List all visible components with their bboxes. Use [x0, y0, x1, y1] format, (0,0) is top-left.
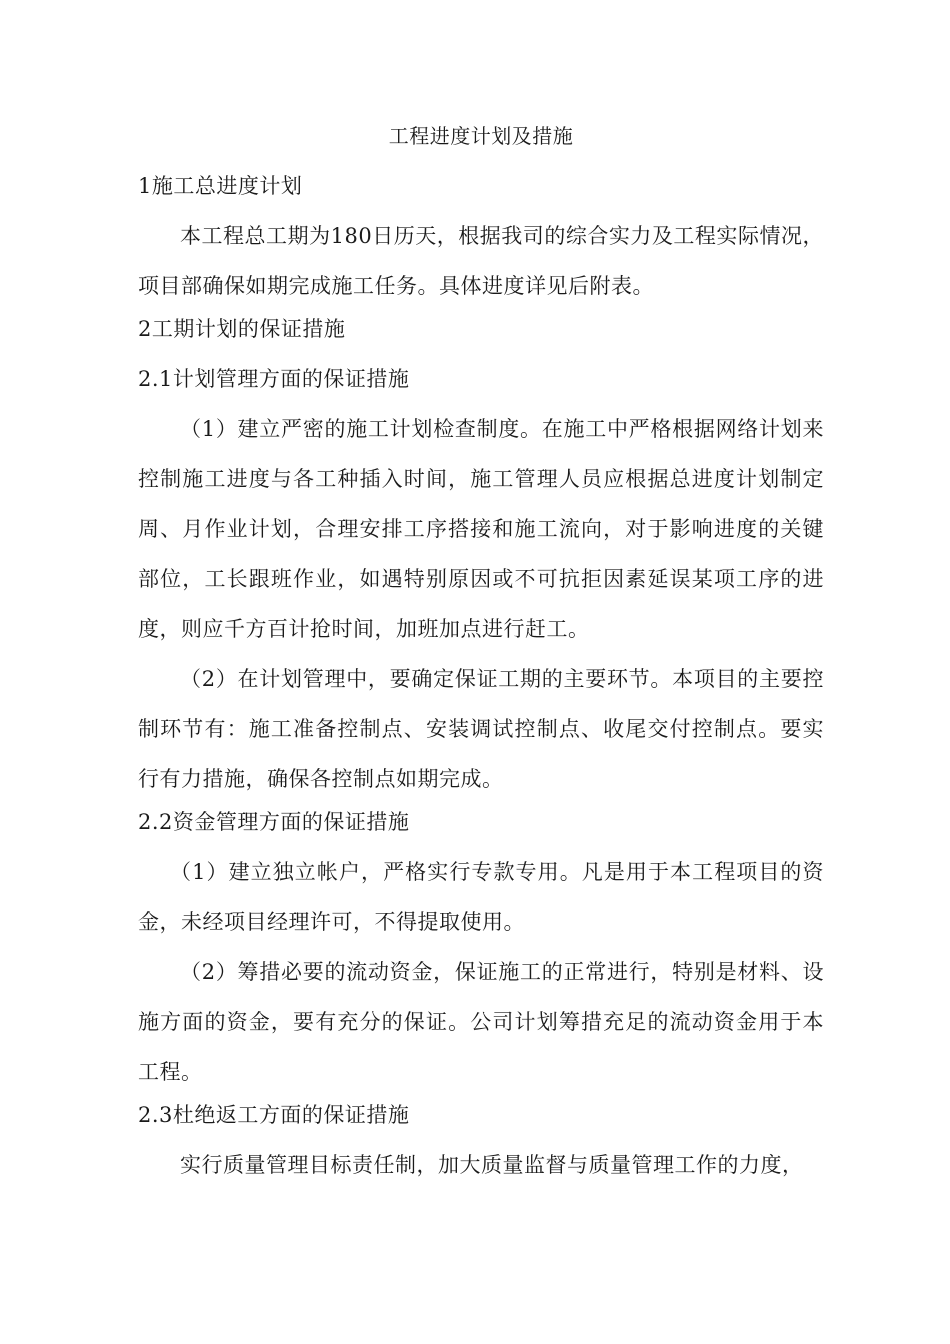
paragraph-2-1-1: （1）建立严密的施工计划检查制度。在施工中严格根据网络计划来控制施工进度与各工种插入时间，施工管理人员应根据总进度计划制定周、月作业计划，合理安排工序搭接和施工流向，对于影响进度的关键部位，工长跟班作业，如遇特别原因或不可抗拒因素延误某项工序的进度，则应千方百计抢时间，加班加点进行赶工。 — [138, 417, 824, 641]
section-heading-1: 1施工总进度计划 — [138, 174, 303, 198]
paragraph-2-1-2: （2）在计划管理中，要确定保证工期的主要环节。本项目的主要控制环节有：施工准备控制点、安装调试控制点、收尾交付控制点。要实行有力措施，确保各控制点如期完成。 — [138, 667, 824, 791]
paragraph-1: 本工程总工期为180日历天，根据我司的综合实力及工程实际情况，项目部确保如期完成施工任务。具体进度详见后附表。 — [138, 224, 824, 298]
section-heading-2-1: 2.1计划管理方面的保证措施 — [138, 367, 410, 391]
paragraph-2-3-1: 实行质量管理目标责任制，加大质量监督与质量管理工作的力度， — [180, 1153, 804, 1177]
section-heading-2: 2工期计划的保证措施 — [138, 317, 346, 341]
paragraph-2-2-1: （1）建立独立帐户，严格实行专款专用。凡是用于本工程项目的资金，未经项目经理许可，不得提取使用。 — [138, 860, 824, 934]
section-heading-2-3: 2.3杜绝返工方面的保证措施 — [138, 1103, 410, 1127]
section-heading-2-2: 2.2资金管理方面的保证措施 — [138, 810, 410, 834]
document-title: 工程进度计划及措施 — [388, 124, 574, 148]
document-page — [138, 118, 824, 1190]
paragraph-2-2-2: （2）筹措必要的流动资金，保证施工的正常进行，特别是材料、设施方面的资金，要有充分的保证。公司计划筹措充足的流动资金用于本工程。 — [138, 960, 824, 1084]
